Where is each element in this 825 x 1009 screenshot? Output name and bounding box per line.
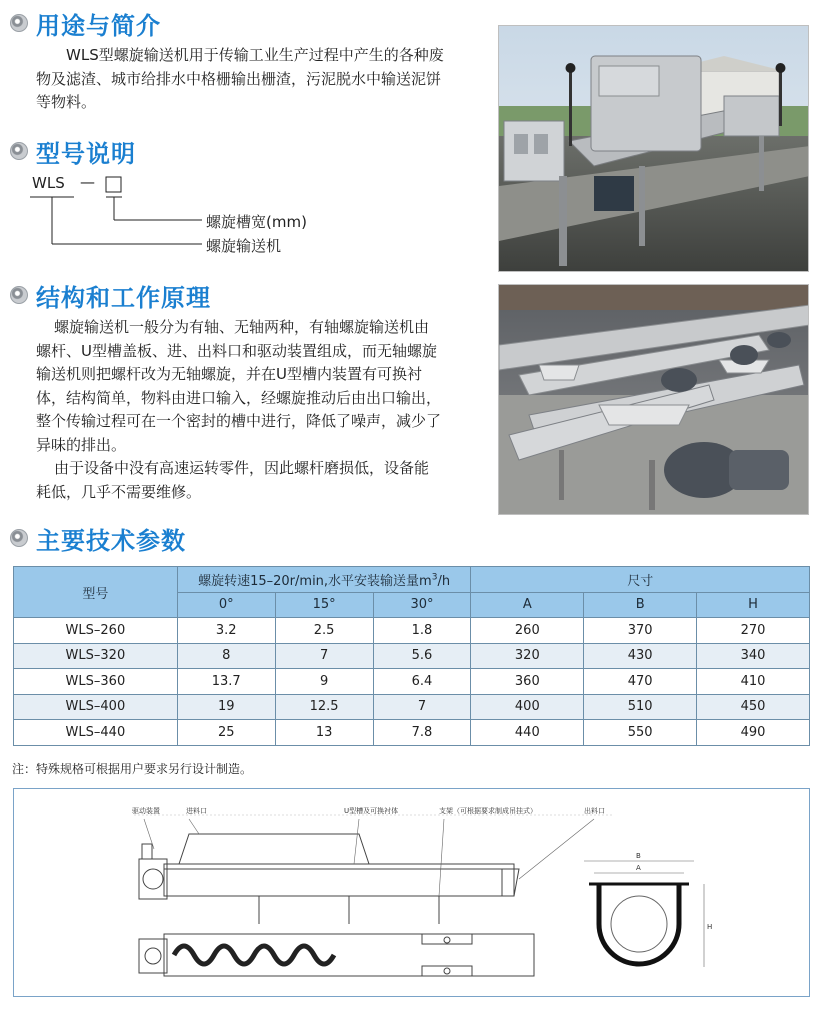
cell-value: 360 (471, 669, 584, 695)
subheader-b: B (584, 592, 697, 618)
subheader-30deg: 30° (373, 592, 471, 618)
cell-value: 510 (584, 694, 697, 720)
usage-text (36, 44, 466, 115)
header-speed-sup: 3 (431, 572, 438, 583)
principle-line: 耗低，几乎不需要维修。 (36, 482, 202, 501)
section-header-params (10, 523, 186, 553)
principle-line: 体，结构简单，物料由进口输入，经螺旋推动后由出口输出， (36, 388, 442, 407)
section-header-principle (10, 280, 211, 310)
installation-image (499, 26, 809, 272)
usage-line: WLS型螺旋输送机用于传输工业生产过程中产生的各种废 (66, 46, 444, 64)
section-title-params: 主要技术参数 (36, 526, 186, 555)
product-photo-installation (498, 25, 809, 272)
section-title-usage: 用途与简介 (36, 11, 161, 40)
conveyor-drawing (14, 789, 809, 996)
cell-value: 5.6 (373, 643, 471, 669)
subheader-0deg: 0° (177, 592, 275, 618)
bullet-icon (10, 286, 28, 304)
cell-value: 430 (584, 643, 697, 669)
header-speed-suffix: /h (437, 573, 451, 589)
workshop-image (499, 285, 809, 515)
footnote: 注：特殊规格可根据用户要求另行设计制造。 (12, 762, 253, 776)
cell-value: 410 (697, 669, 810, 695)
principle-line: 异味的排出。 (36, 435, 127, 454)
cell-value: 12.5 (275, 694, 373, 720)
dim-a: A (636, 864, 641, 872)
subheader-a: A (471, 592, 584, 618)
model-label-width: 螺旋槽宽(mm) (206, 213, 307, 231)
table-row (14, 643, 810, 669)
principle-text (36, 316, 466, 504)
cell-value: 1.8 (373, 618, 471, 644)
cell-model: WLS–260 (14, 618, 178, 644)
table-row (14, 694, 810, 720)
dim-h: H (707, 923, 713, 931)
bullet-icon (10, 142, 28, 160)
bullet-icon (10, 14, 28, 32)
label-inlet: 进料口 (186, 807, 207, 815)
cell-value: 550 (584, 720, 697, 746)
cell-value: 8 (177, 643, 275, 669)
header-speed (177, 567, 471, 593)
usage-line: 物及滤渣、城市给排水中格栅输出栅渣，污泥脱水中输送泥饼 (36, 69, 442, 88)
header-model: 型号 (14, 567, 178, 618)
subheader-h: H (697, 592, 810, 618)
bullet-icon (10, 529, 28, 547)
dim-b: B (636, 852, 641, 860)
product-photo-workshop (498, 284, 809, 515)
section-header-usage (10, 8, 161, 38)
cell-value: 270 (697, 618, 810, 644)
cell-value: 320 (471, 643, 584, 669)
cell-value: 450 (697, 694, 810, 720)
subheader-15deg: 15° (275, 592, 373, 618)
table-row (14, 669, 810, 695)
cell-value: 13.7 (177, 669, 275, 695)
spec-table (13, 566, 810, 746)
cell-value: 7.8 (373, 720, 471, 746)
model-dash: — (80, 173, 95, 191)
cell-model: WLS–320 (14, 643, 178, 669)
table-row (14, 618, 810, 644)
cell-value: 3.2 (177, 618, 275, 644)
principle-line: 螺杆、U型槽盖板、进、出料口和驱动装置组成，而无轴螺旋 (36, 341, 437, 360)
principle-line: 整个传输过程可在一个密封的槽中进行，降低了噪声，减少了 (36, 412, 442, 430)
cell-value: 19 (177, 694, 275, 720)
cell-value: 490 (697, 720, 810, 746)
cell-value: 6.4 (373, 669, 471, 695)
cell-value: 2.5 (275, 618, 373, 644)
cell-model: WLS–360 (14, 669, 178, 695)
cell-value: 470 (584, 669, 697, 695)
technical-drawing (13, 788, 810, 997)
cell-value: 7 (373, 694, 471, 720)
section-title-principle: 结构和工作原理 (36, 283, 211, 312)
model-code-diagram (30, 172, 350, 262)
section-header-model (10, 136, 136, 166)
label-trough: U型槽及可换衬体 (344, 807, 399, 815)
label-support: 支架（可根据要求制成吊挂式） (439, 807, 537, 815)
label-outlet: 出料口 (584, 807, 605, 815)
model-label-name: 螺旋输送机 (206, 237, 282, 255)
cell-value: 7 (275, 643, 373, 669)
model-code: WLS (32, 174, 65, 192)
principle-line: 由于设备中没有高速运转零件，因此螺杆磨损低，设备能 (54, 459, 430, 477)
cell-value: 13 (275, 720, 373, 746)
cell-value: 9 (275, 669, 373, 695)
principle-line: 输送机则把螺杆改为无轴螺旋，并在U型槽内装置有可换衬 (36, 365, 422, 383)
table-row (14, 720, 810, 746)
cell-value: 260 (471, 618, 584, 644)
cell-value: 440 (471, 720, 584, 746)
usage-line: 等物料。 (36, 93, 97, 111)
section-title-model: 型号说明 (36, 139, 136, 168)
cell-value: 400 (471, 694, 584, 720)
header-size: 尺寸 (471, 567, 810, 593)
cell-model: WLS–400 (14, 694, 178, 720)
cell-value: 340 (697, 643, 810, 669)
principle-line: 螺旋输送机一般分为有轴、无轴两种，有轴螺旋输送机由 (54, 318, 430, 336)
header-speed-text: 螺旋转速15–20r/min,水平安装输送量m (198, 573, 432, 589)
cell-value: 370 (584, 618, 697, 644)
label-drive: 驱动装置 (132, 807, 160, 815)
cell-value: 25 (177, 720, 275, 746)
cell-model: WLS–440 (14, 720, 178, 746)
